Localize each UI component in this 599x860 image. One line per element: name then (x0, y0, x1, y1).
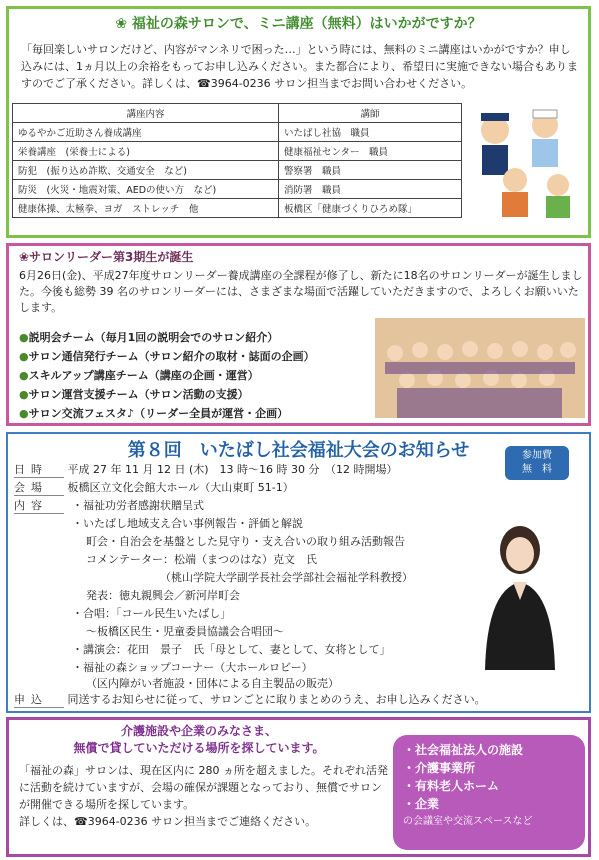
date-value: 平成 27 年 11 月 12 日 (木) 13 時～16 時 30 分 （12 時開場） (67, 463, 398, 476)
mini-course-body: 「毎回楽しいサロンだけど、内容がマンネリで困った…」という時には、無料のミニ講座はいかがですか？申し込みには、1ヵ月以上の余裕をもってお申し込みください。また都合により、希望日に実施できない場合もありますのでご了承ください。詳しくは、☎3964-0236 サロン担当までお問い合わせください。 (21, 43, 578, 90)
apply-label: 申込 (14, 692, 64, 708)
badge-label: 参加費 (522, 450, 552, 461)
table-cell: 防災 (火災・地震対策、AEDの使い方 など) (13, 180, 279, 199)
list-item: ・企業 (403, 797, 440, 811)
group-photo (375, 318, 585, 418)
list-item: ・介護事業所 (403, 761, 476, 775)
list-item: （桃山学院大学副学長社会学部社会福祉学科教授） (160, 571, 413, 584)
content-label: 内容 (14, 498, 64, 514)
free-badge (505, 446, 569, 480)
badge-value: 無 料 (522, 464, 552, 475)
venue-row (14, 480, 294, 496)
list-item: ・有料老人ホーム (403, 779, 500, 793)
table-cell: いたばし社協 職員 (278, 123, 461, 142)
venue-value: 板橋区立文化会館大ホール（大山東町 51-1） (67, 481, 294, 494)
list-item: ・いたばし地域支え合い事例報告・評価と解説 (72, 517, 303, 530)
list-item: コメンテーター：松端（まつのはな）克文 氏 (86, 553, 317, 566)
mini-course-title: ❀ 福祉の森サロンで、ミニ講座（無料）はいかがですか？ (115, 16, 482, 32)
venue-search-title (9, 723, 389, 757)
list-item: ●スキルアップ講座チーム（講座の企画・運営） (19, 369, 259, 382)
list-item: （区内障がい者施設・団体による自主製品の販売） (86, 677, 339, 690)
table-cell: 健康福祉センター 職員 (278, 142, 461, 161)
date-label: 日時 (14, 462, 64, 478)
list-item: ・合唱：「コール民生いたばし」 (72, 607, 232, 620)
body-text: 「福祉の森」サロンは、現在区内に 280 ヵ所を超えました。それぞれ活発に活動を続けていますが、会場の確保が課題となっており、無償でサロンが開催できる場所を探しています。 (19, 764, 388, 811)
column-header: 講座内容 (13, 104, 279, 123)
places-box (393, 735, 585, 850)
list-item: 発表：徳丸親興会／新河岸町会 (86, 589, 240, 602)
team-list (19, 328, 315, 423)
leader-body: 6月26日(金)、平成27年度サロンリーダー養成講座の全課程が修了し、新たに18名のサロンリーダーが誕生しました。今後も総勢 39 名のサロンリーダーには、さまざまな場面で活躍していただきますので、よろしくお願いいたします。 (19, 269, 583, 314)
table-row (13, 161, 462, 180)
date-row (14, 462, 398, 478)
list-item: ・福祉の森ショップコーナー（大ホールロビー） (72, 661, 313, 674)
list-item: ～板橋区民生・児童委員協議会合唱団～ (86, 625, 284, 638)
apply-row (14, 692, 486, 708)
instructors-illustration (470, 95, 580, 225)
places-note: の会議室や交流スペースなど (403, 816, 533, 827)
table-row (13, 180, 462, 199)
event-title: 第８回 いたばし社会福祉大会のお知らせ (127, 440, 470, 461)
list-item: ・福祉功労者感謝状贈呈式 (72, 499, 204, 512)
table-row (13, 123, 462, 142)
table-header-row (13, 104, 462, 123)
table-row (13, 199, 462, 218)
list-item: ・社会福祉法人の施設 (403, 743, 524, 757)
title-line: 介護施設や企業のみなさま、 (120, 724, 277, 738)
list-item: ●サロン通信発行チーム（サロン紹介の取材・誌面の企画） (19, 350, 315, 363)
table-row (13, 142, 462, 161)
apply-value: 同送するお知らせに従って、サロンごとに取りまとめのうえ、お申し込みください。 (67, 693, 486, 706)
list-item: ●サロン交流フェスタ♪（リーダー全員が運営・企画） (19, 407, 289, 420)
list-item: ・講演会：花田 景子 氏「母として、妻として、女将として」 (72, 643, 391, 656)
content-row (14, 498, 64, 514)
table-cell: 消防署 職員 (278, 180, 461, 199)
table-cell: 栄養講座 (栄養士による) (13, 142, 279, 161)
list-item: ●説明会チーム（毎月1回の説明会でのサロン紹介） (19, 331, 279, 344)
contact-text: 詳しくは、☎3964-0236 サロン担当までご連絡ください。 (19, 815, 317, 828)
title-line: 無償で貸していただける場所を探しています。 (73, 741, 325, 755)
column-header: 講師 (278, 104, 461, 123)
table-cell: 板橋区「健康づくりひろめ隊」 (278, 199, 461, 218)
venue-search-body (19, 762, 389, 830)
speaker-photo (475, 520, 565, 670)
leader-title: ❀サロンリーダー第3期生が誕生 (19, 250, 194, 264)
venue-label: 会場 (14, 480, 64, 496)
list-item: 町会・自治会を基盤とした見守り・支え合いの取り組み活動報告 (86, 535, 405, 548)
course-table (12, 103, 462, 218)
table-cell: ゆるやかご近助さん養成講座 (13, 123, 279, 142)
table-cell: 警察署 職員 (278, 161, 461, 180)
table-cell: 健康体操、太極拳、ヨガ ストレッチ 他 (13, 199, 279, 218)
list-item: ●サロン運営支援チーム（サロン活動の支援） (19, 388, 249, 401)
table-cell: 防犯 (振り込め詐欺、交通安全 など) (13, 161, 279, 180)
